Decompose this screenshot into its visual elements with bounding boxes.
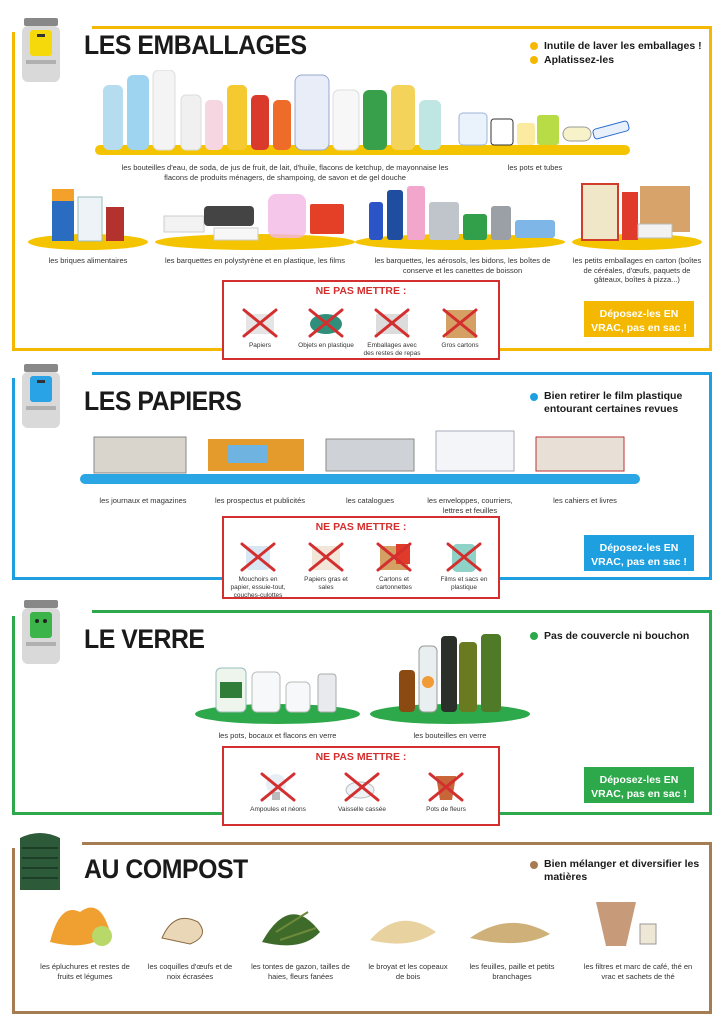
bocaux-illustration xyxy=(210,660,345,715)
np-item: Mouchoirs en papier, essuie-tout, couches-culottes xyxy=(228,540,288,600)
np-item: Vaisselle cassée xyxy=(332,770,392,814)
verre-item: les bouteilles en verre xyxy=(413,731,487,740)
briques-illustration xyxy=(48,185,128,245)
verre-ne-pas-mettre xyxy=(222,746,500,826)
verre-item: les pots, bocaux et flacons en verre xyxy=(218,731,337,740)
compost-title: AU COMPOST xyxy=(84,854,248,884)
compost-item: les tontes de gazon, tailles de haies, fleurs fanées xyxy=(251,962,350,981)
emballages-item-briques: les briques alimentaires xyxy=(48,256,128,265)
papiers-cta: Déposez-les EN VRAC, pas en sac ! xyxy=(584,535,694,571)
np-item: Emballages avec des restes de repas xyxy=(362,306,422,358)
verre-tip-1: Pas de couvercle ni bouchon xyxy=(530,630,689,643)
compost-item: les feuilles, paille et petits branchages xyxy=(469,962,555,981)
papiers-title: LES PAPIERS xyxy=(84,386,242,416)
compost-item: le broyat et les copeaux de bois xyxy=(368,962,448,981)
bouteilles-verre-illustration xyxy=(395,630,510,715)
emballages-ne-pas-mettre xyxy=(222,280,500,360)
metal-packaging-illustration xyxy=(365,180,560,245)
compost-item: les filtres et marc de café, thé en vrac et sachets de thé xyxy=(583,962,693,981)
compost-item: les épluchures et restes de fruits et légumes xyxy=(40,962,130,981)
papiers-illustration xyxy=(88,425,633,480)
ne-pas-mettre-title: NE PAS METTRE : xyxy=(315,751,407,763)
ne-pas-mettre-title: NE PAS METTRE : xyxy=(315,285,407,297)
np-item: Films et sacs en plastique xyxy=(434,540,494,592)
papiers-item: les cahiers et livres xyxy=(553,496,617,505)
np-item: Cartons et cartonnettes xyxy=(364,540,424,592)
emballages-title: LES EMBALLAGES xyxy=(84,30,307,60)
ne-pas-mettre-title: NE PAS METTRE : xyxy=(315,521,407,533)
papiers-item: les journaux et magazines xyxy=(99,496,187,505)
np-item: Pots de fleurs xyxy=(416,770,476,814)
emballages-cta: Déposez-les EN VRAC, pas en sac ! xyxy=(584,301,694,337)
yellow-bin-icon xyxy=(18,16,64,86)
compost-bin-icon xyxy=(14,828,66,894)
np-item: Objets en plastique xyxy=(296,306,356,350)
papiers-tip-1: Bien retirer le film plastique entourant certaines revues xyxy=(530,390,690,416)
bottles-illustration xyxy=(95,70,445,155)
verre-title: LE VERRE xyxy=(84,624,205,654)
papiers-item: les catalogues xyxy=(346,496,394,505)
papiers-item: les prospectus et publicités xyxy=(214,496,306,505)
emballages-item-bottles: les bouteilles d'eau, de soda, de jus de fruit, de lait, d'huile, flacons de ketchup, de mayonnaise les flacons de produits ménagers, de shampoing, de savon et de gel douche xyxy=(121,163,449,182)
compost-item: les coquilles d'œufs et de noix écrasées xyxy=(147,962,233,981)
emballages-tip-1: Inutile de laver les emballages ! xyxy=(530,40,702,53)
papiers-item: les enveloppes, courriers, lettres et feuilles xyxy=(427,496,513,515)
barquettes-illustration xyxy=(160,190,350,245)
emballages-item-metal: les barquettes, les aérosols, les bidons, les boîtes de conserve et les canettes de boisson xyxy=(374,256,551,275)
papiers-ne-pas-mettre xyxy=(222,516,500,599)
emballages-item-cartons: les petits emballages en carton (boîtes de céréales, d'œufs, paquets de gâteaux, boîtes à pizza...) xyxy=(572,256,702,284)
np-item: Papiers gras et sales xyxy=(296,540,356,592)
pots-tubes-illustration xyxy=(455,105,630,150)
emballages-item-pots: les pots et tubes xyxy=(507,163,563,172)
blue-bin-icon xyxy=(18,362,64,432)
verre-cta: Déposez-les EN VRAC, pas en sac ! xyxy=(584,767,694,803)
emballages-tip-2: Aplatissez-les xyxy=(530,54,614,67)
np-item: Ampoules et néons xyxy=(248,770,308,814)
np-item: Gros cartons xyxy=(430,306,490,350)
green-bin-icon xyxy=(18,598,64,668)
compost-tip-1: Bien mélanger et diversifier les matières xyxy=(530,858,700,884)
cartons-illustration xyxy=(578,180,698,245)
np-item: Papiers xyxy=(230,306,290,350)
emballages-item-barquettes: les barquettes en polystyrène et en plastique, les films xyxy=(164,256,346,265)
compost-illustration xyxy=(40,892,680,954)
